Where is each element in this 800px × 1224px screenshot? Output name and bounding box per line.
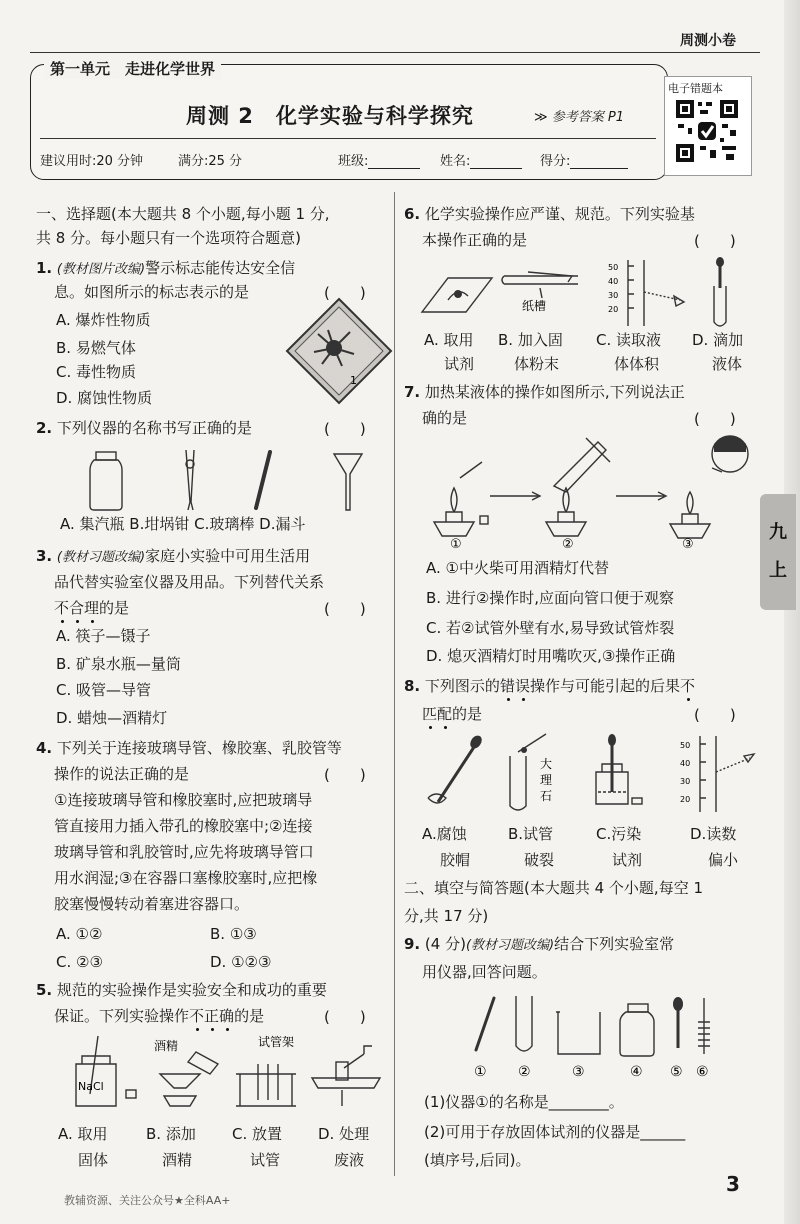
q8-scale-20: 20 <box>680 795 691 804</box>
nacl-label: NaCl <box>78 1080 104 1093</box>
q4-option-a[interactable]: A. ①② <box>56 925 103 943</box>
q3-tag: (教材习题改编) <box>56 550 146 565</box>
q2-text: 下列仪器的名称书写正确的是 <box>56 419 252 437</box>
explosive-warning-sign-icon <box>284 296 394 406</box>
q5-option-c-top[interactable]: C. 放置 <box>232 1125 283 1143</box>
top-label: 周测小卷 <box>680 33 736 49</box>
q9-stem-line2: 用仪器,回答问题。 <box>422 963 547 981</box>
q7-option-d[interactable]: D. 熄灭酒精灯时用嘴吹灭,③操作正确 <box>426 647 676 665</box>
q3-answer-paren[interactable]: ( ) <box>324 600 366 618</box>
q8-option-d-top[interactable]: D.读数 <box>690 825 737 843</box>
q6-option-c-bottom: 体体积 <box>614 355 660 373</box>
dropper-test-tube-icon <box>714 257 726 326</box>
q8-scale-30: 30 <box>680 777 691 786</box>
q8-errors-figure <box>418 732 758 816</box>
test-tube-rack-icon <box>236 1034 296 1106</box>
q4-option-c[interactable]: C. ②③ <box>56 953 103 971</box>
paper-trough-label: 纸槽 <box>522 299 547 313</box>
dropper-icon <box>673 997 683 1048</box>
contaminated-dropper-icon <box>596 734 642 804</box>
marble-label-2: 理 <box>540 773 553 787</box>
footer-text: 教辅资源、关注公众号★全科AA+ <box>64 1194 231 1207</box>
scale-50: 50 <box>608 263 619 272</box>
q3-emph-3: 理 <box>84 599 100 617</box>
q9-sub1[interactable]: (1)仪器①的名称是________。 <box>424 1093 624 1111</box>
scale-30: 30 <box>608 291 619 300</box>
q8-option-a-bottom: 胶帽 <box>440 851 471 869</box>
q1-option-a[interactable]: A. 爆炸性物质 <box>56 311 151 329</box>
q5-text-1: 规范的实验操作是实验安全和成功的重要 <box>56 981 327 999</box>
q9-sub2[interactable]: (2)可用于存放固体试剂的仪器是______ <box>424 1123 686 1141</box>
taking-reagent-icon <box>422 278 492 312</box>
q8-stem-line2 <box>422 704 482 724</box>
scale-40: 40 <box>608 277 619 286</box>
q4-stem-line2: 操作的说法正确的是 <box>54 765 190 783</box>
label-4: ④ <box>630 1064 643 1080</box>
q6-operations-figure <box>418 256 758 330</box>
score-field[interactable] <box>540 150 628 169</box>
q8-text-1: 下列图示的 <box>424 677 500 695</box>
q9-stem-line1 <box>404 934 674 956</box>
q4-option-d[interactable]: D. ①②③ <box>210 953 272 971</box>
q9-text-1: 结合下列实验室常 <box>554 935 675 953</box>
q8-emph-1: 错 <box>499 677 515 695</box>
marble-test-tube-icon <box>510 734 552 810</box>
qr-label: 电子错题本 <box>668 82 723 95</box>
q5-option-d-top[interactable]: D. 处理 <box>318 1125 370 1143</box>
q9-sub2-note: (填序号,后同)。 <box>424 1151 531 1169</box>
q4-stem-line1 <box>36 738 342 758</box>
q8-emph-5: 配 <box>437 705 453 723</box>
suggested-time: 建议用时:20 分钟 <box>40 154 144 169</box>
q7-number: 7. <box>404 383 421 401</box>
marble-label-1: 大 <box>540 757 553 771</box>
test-tube-icon <box>516 996 532 1051</box>
q8-scale-50: 50 <box>680 741 691 750</box>
step-3-label: ③ <box>682 537 694 550</box>
q3-stem-line2: 品代替实验室仪器及用品。下列替代关系 <box>54 573 325 591</box>
q1-tag: (教材图片改编) <box>56 262 146 277</box>
q4-body-line5: 胶塞慢慢转动着塞进容器口。 <box>54 895 250 913</box>
q5-stem-line1 <box>36 980 327 1000</box>
q7-text-1: 加热某液体的操作如图所示,下列说法正 <box>424 383 685 401</box>
q1-number: 1. <box>36 259 53 277</box>
heating-tube-icon <box>546 438 610 536</box>
class-label: 班级: <box>338 154 369 169</box>
q8-emph-3: 不 <box>679 677 695 695</box>
q5-number: 5. <box>36 981 53 999</box>
q8-option-d-bottom: 偏小 <box>708 851 739 869</box>
glass-rod-icon <box>256 452 270 508</box>
wide-mouth-bottle-icon <box>620 1004 654 1056</box>
q3-emph-1: 不 <box>54 599 70 617</box>
q5-answer-paren[interactable]: ( ) <box>324 1008 366 1026</box>
nacl-bottle-icon <box>76 1036 136 1106</box>
crucible-tongs-icon <box>186 450 194 510</box>
adding-alcohol-icon <box>154 1038 218 1106</box>
q4-body-line4: 用水润湿;③在容器口塞橡胶塞时,应把橡 <box>54 869 318 887</box>
q4-number: 4. <box>36 739 53 757</box>
class-field[interactable] <box>338 150 420 169</box>
q6-number: 6. <box>404 205 421 223</box>
q5-option-a-top[interactable]: A. 取用 <box>58 1125 108 1143</box>
dropper-inverted-icon <box>428 733 484 803</box>
q5-emph-3: 确 <box>219 1007 235 1025</box>
q5-emph-1: 不 <box>189 1007 205 1025</box>
q6-option-a-top[interactable]: A. 取用 <box>424 331 474 349</box>
reading-cylinder-icon <box>680 736 754 812</box>
q9-number: 9. <box>404 935 421 953</box>
q3-emph-2: 合 <box>69 599 85 617</box>
score-label: 得分: <box>540 154 571 169</box>
q4-answer-paren[interactable]: ( ) <box>324 766 366 784</box>
beaker-icon <box>556 1012 600 1054</box>
q4-option-b[interactable]: B. ①③ <box>210 925 257 943</box>
label-6: ⑥ <box>696 1064 709 1080</box>
q4-text-1: 下列关于连接玻璃导管、橡胶塞、乳胶管等 <box>56 739 342 757</box>
section1-title-line2: 共 8 分。每小题只有一个选项符合题意) <box>36 229 301 247</box>
unit-title: 第一单元 走进化学世界 <box>44 58 221 79</box>
q8-emph-4: 匹 <box>422 705 438 723</box>
name-field[interactable] <box>440 150 522 169</box>
q8-text-3: 的是 <box>452 705 483 723</box>
q5-option-b-bottom: 酒精 <box>162 1151 193 1169</box>
q7-option-b[interactable]: B. 进行②操作时,应面向管口便于观察 <box>426 589 675 607</box>
q1-option-c[interactable]: C. 毒性物质 <box>56 363 137 381</box>
q7-stem-line2: 确的是 <box>422 409 468 427</box>
q6-answer-paren[interactable]: ( ) <box>694 232 736 250</box>
q7-heating-figure <box>420 432 756 550</box>
marble-label-3: 石 <box>540 789 553 803</box>
quiz-title: 周测 2 化学实验与科学探究 <box>186 104 474 128</box>
q8-text-2: 操作与可能引起的后果 <box>529 677 680 695</box>
q8-option-a-top[interactable]: A.腐蚀 <box>422 825 467 843</box>
section2-title-line2: 分,共 17 分) <box>404 907 489 925</box>
section2-title-line1: 二、填空与简答题(本大题共 4 个小题,每空 1 <box>404 879 704 897</box>
q8-number: 8. <box>404 677 421 695</box>
label-1: ① <box>474 1064 487 1080</box>
q2-number: 2. <box>36 419 53 437</box>
answer-reference: ≫ 参考答案 P1 <box>534 110 624 125</box>
q6-stem-line2: 本操作正确的是 <box>422 231 528 249</box>
q6-option-c-top[interactable]: C. 读取液 <box>596 331 662 349</box>
waste-sink-icon <box>312 1046 380 1106</box>
q1-option-d[interactable]: D. 腐蚀性物质 <box>56 389 153 407</box>
blowing-out-lamp-icon <box>670 436 748 538</box>
q1-stem-line2: 息。如图所示的标志表示的是 <box>54 283 250 301</box>
q3-option-c[interactable]: C. 吸管—导管 <box>56 681 152 699</box>
q6-option-b-bottom: 体粉末 <box>514 355 560 373</box>
q4-body-line3: 玻璃导管和乳胶管时,应先将玻璃导管口 <box>54 843 314 861</box>
q6-option-d-top[interactable]: D. 滴加 <box>692 331 744 349</box>
q5-option-d-bottom: 废液 <box>334 1151 365 1169</box>
q1-text-1: 警示标志能传达安全信 <box>145 259 296 277</box>
column-divider <box>394 192 395 1176</box>
funnel-icon <box>334 454 362 510</box>
q5-stem-line2 <box>54 1006 264 1026</box>
full-score: 满分:25 分 <box>178 154 243 169</box>
step-2-label: ② <box>562 537 574 550</box>
q2-instruments-figure <box>60 446 380 516</box>
q1-stem-line1 <box>36 258 295 280</box>
q5-option-a-bottom: 固体 <box>78 1151 109 1169</box>
q8-answer-paren[interactable]: ( ) <box>694 706 736 724</box>
q7-stem-line1 <box>404 382 685 402</box>
header-divider <box>40 138 656 139</box>
q4-body-line1: ①连接玻璃导管和橡胶塞时,应把玻璃导 <box>54 791 313 809</box>
q4-body-line2: 管直接用力插入带孔的橡胶塞中;②连接 <box>54 817 313 835</box>
q7-answer-paren[interactable]: ( ) <box>694 410 736 428</box>
q3-text-3: 的是 <box>99 599 130 617</box>
q5-text-3: 的是 <box>234 1007 265 1025</box>
side-tab-char-2: 上 <box>769 560 787 581</box>
q8-option-c-top[interactable]: C.污染 <box>596 825 642 843</box>
side-tab-char-1: 九 <box>769 522 787 543</box>
page-number: 3 <box>726 1172 740 1196</box>
q1-answer-paren[interactable]: ( ) <box>324 284 366 302</box>
q5-option-c-bottom: 试管 <box>250 1151 281 1169</box>
paper-trough-icon <box>502 272 578 313</box>
rack-label: 试管架 <box>258 1035 295 1049</box>
q8-option-c-bottom: 试剂 <box>612 851 643 869</box>
q3-option-d[interactable]: D. 蜡烛—酒精灯 <box>56 709 168 727</box>
q9-instruments-figure <box>460 992 720 1082</box>
q3-stem-line1 <box>36 546 310 568</box>
q9-score: (4 分) <box>424 935 466 953</box>
glass-rod-2-icon <box>476 998 494 1050</box>
q1-option-b[interactable]: B. 易燃气体 <box>56 339 136 357</box>
scale-20: 20 <box>608 305 619 314</box>
q3-text-1: 家庭小实验中可用生活用 <box>145 547 311 565</box>
graduated-cylinder-icon <box>608 260 684 326</box>
q8-scale-40: 40 <box>680 759 691 768</box>
q3-option-a[interactable]: A. 筷子—镊子 <box>56 627 151 645</box>
gas-jar-icon <box>90 452 122 510</box>
q3-option-b[interactable]: B. 矿泉水瓶—量筒 <box>56 655 181 673</box>
q6-option-d-bottom: 液体 <box>712 355 743 373</box>
q5-option-b-top[interactable]: B. 添加 <box>146 1125 196 1143</box>
q5-operations-figure <box>60 1034 390 1114</box>
qr-code-icon[interactable] <box>674 98 740 164</box>
q6-stem-line1 <box>404 204 695 224</box>
label-2: ② <box>518 1064 531 1080</box>
alcohol-label: 酒精 <box>154 1039 179 1053</box>
q3-stem-line3 <box>54 598 129 618</box>
q2-stem <box>36 418 252 438</box>
q2-answer-paren[interactable]: ( ) <box>324 420 366 438</box>
q8-stem-line1 <box>404 676 695 696</box>
q6-option-a-bottom: 试剂 <box>444 355 475 373</box>
grade-side-tab <box>760 494 796 610</box>
q7-option-a[interactable]: A. ①中火柴可用酒精灯代替 <box>426 559 609 577</box>
q8-option-b-bottom: 破裂 <box>524 851 555 869</box>
name-label: 姓名: <box>440 154 471 169</box>
q2-options[interactable]: A. 集汽瓶 B.坩埚钳 C.玻璃棒 D.漏斗 <box>60 515 306 533</box>
section1-title-line1: 一、选择题(本大题共 8 个小题,每小题 1 分, <box>36 205 330 223</box>
q8-option-b-top[interactable]: B.试管 <box>508 825 554 843</box>
q6-text-1: 化学实验操作应严谨、规范。下列实验基 <box>424 205 695 223</box>
step-1-label: ① <box>450 537 462 550</box>
label-5: ⑤ <box>670 1064 683 1080</box>
q5-emph-2: 正 <box>204 1007 220 1025</box>
test-tube-brush-icon <box>698 998 710 1054</box>
q8-emph-2: 误 <box>514 677 530 695</box>
q3-number: 3. <box>36 547 53 565</box>
sign-number: 1 <box>350 374 357 387</box>
page-edge <box>784 0 800 1224</box>
q7-option-c[interactable]: C. 若②试管外壁有水,易导致试管炸裂 <box>426 619 675 637</box>
q6-option-b-top[interactable]: B. 加入固 <box>498 331 563 349</box>
label-3: ③ <box>572 1064 585 1080</box>
q9-tag: (教材习题改编) <box>465 938 555 953</box>
top-rule <box>30 52 760 53</box>
q5-text-2: 保证。下列实验操作 <box>54 1007 190 1025</box>
lighting-lamp-icon <box>434 462 488 536</box>
